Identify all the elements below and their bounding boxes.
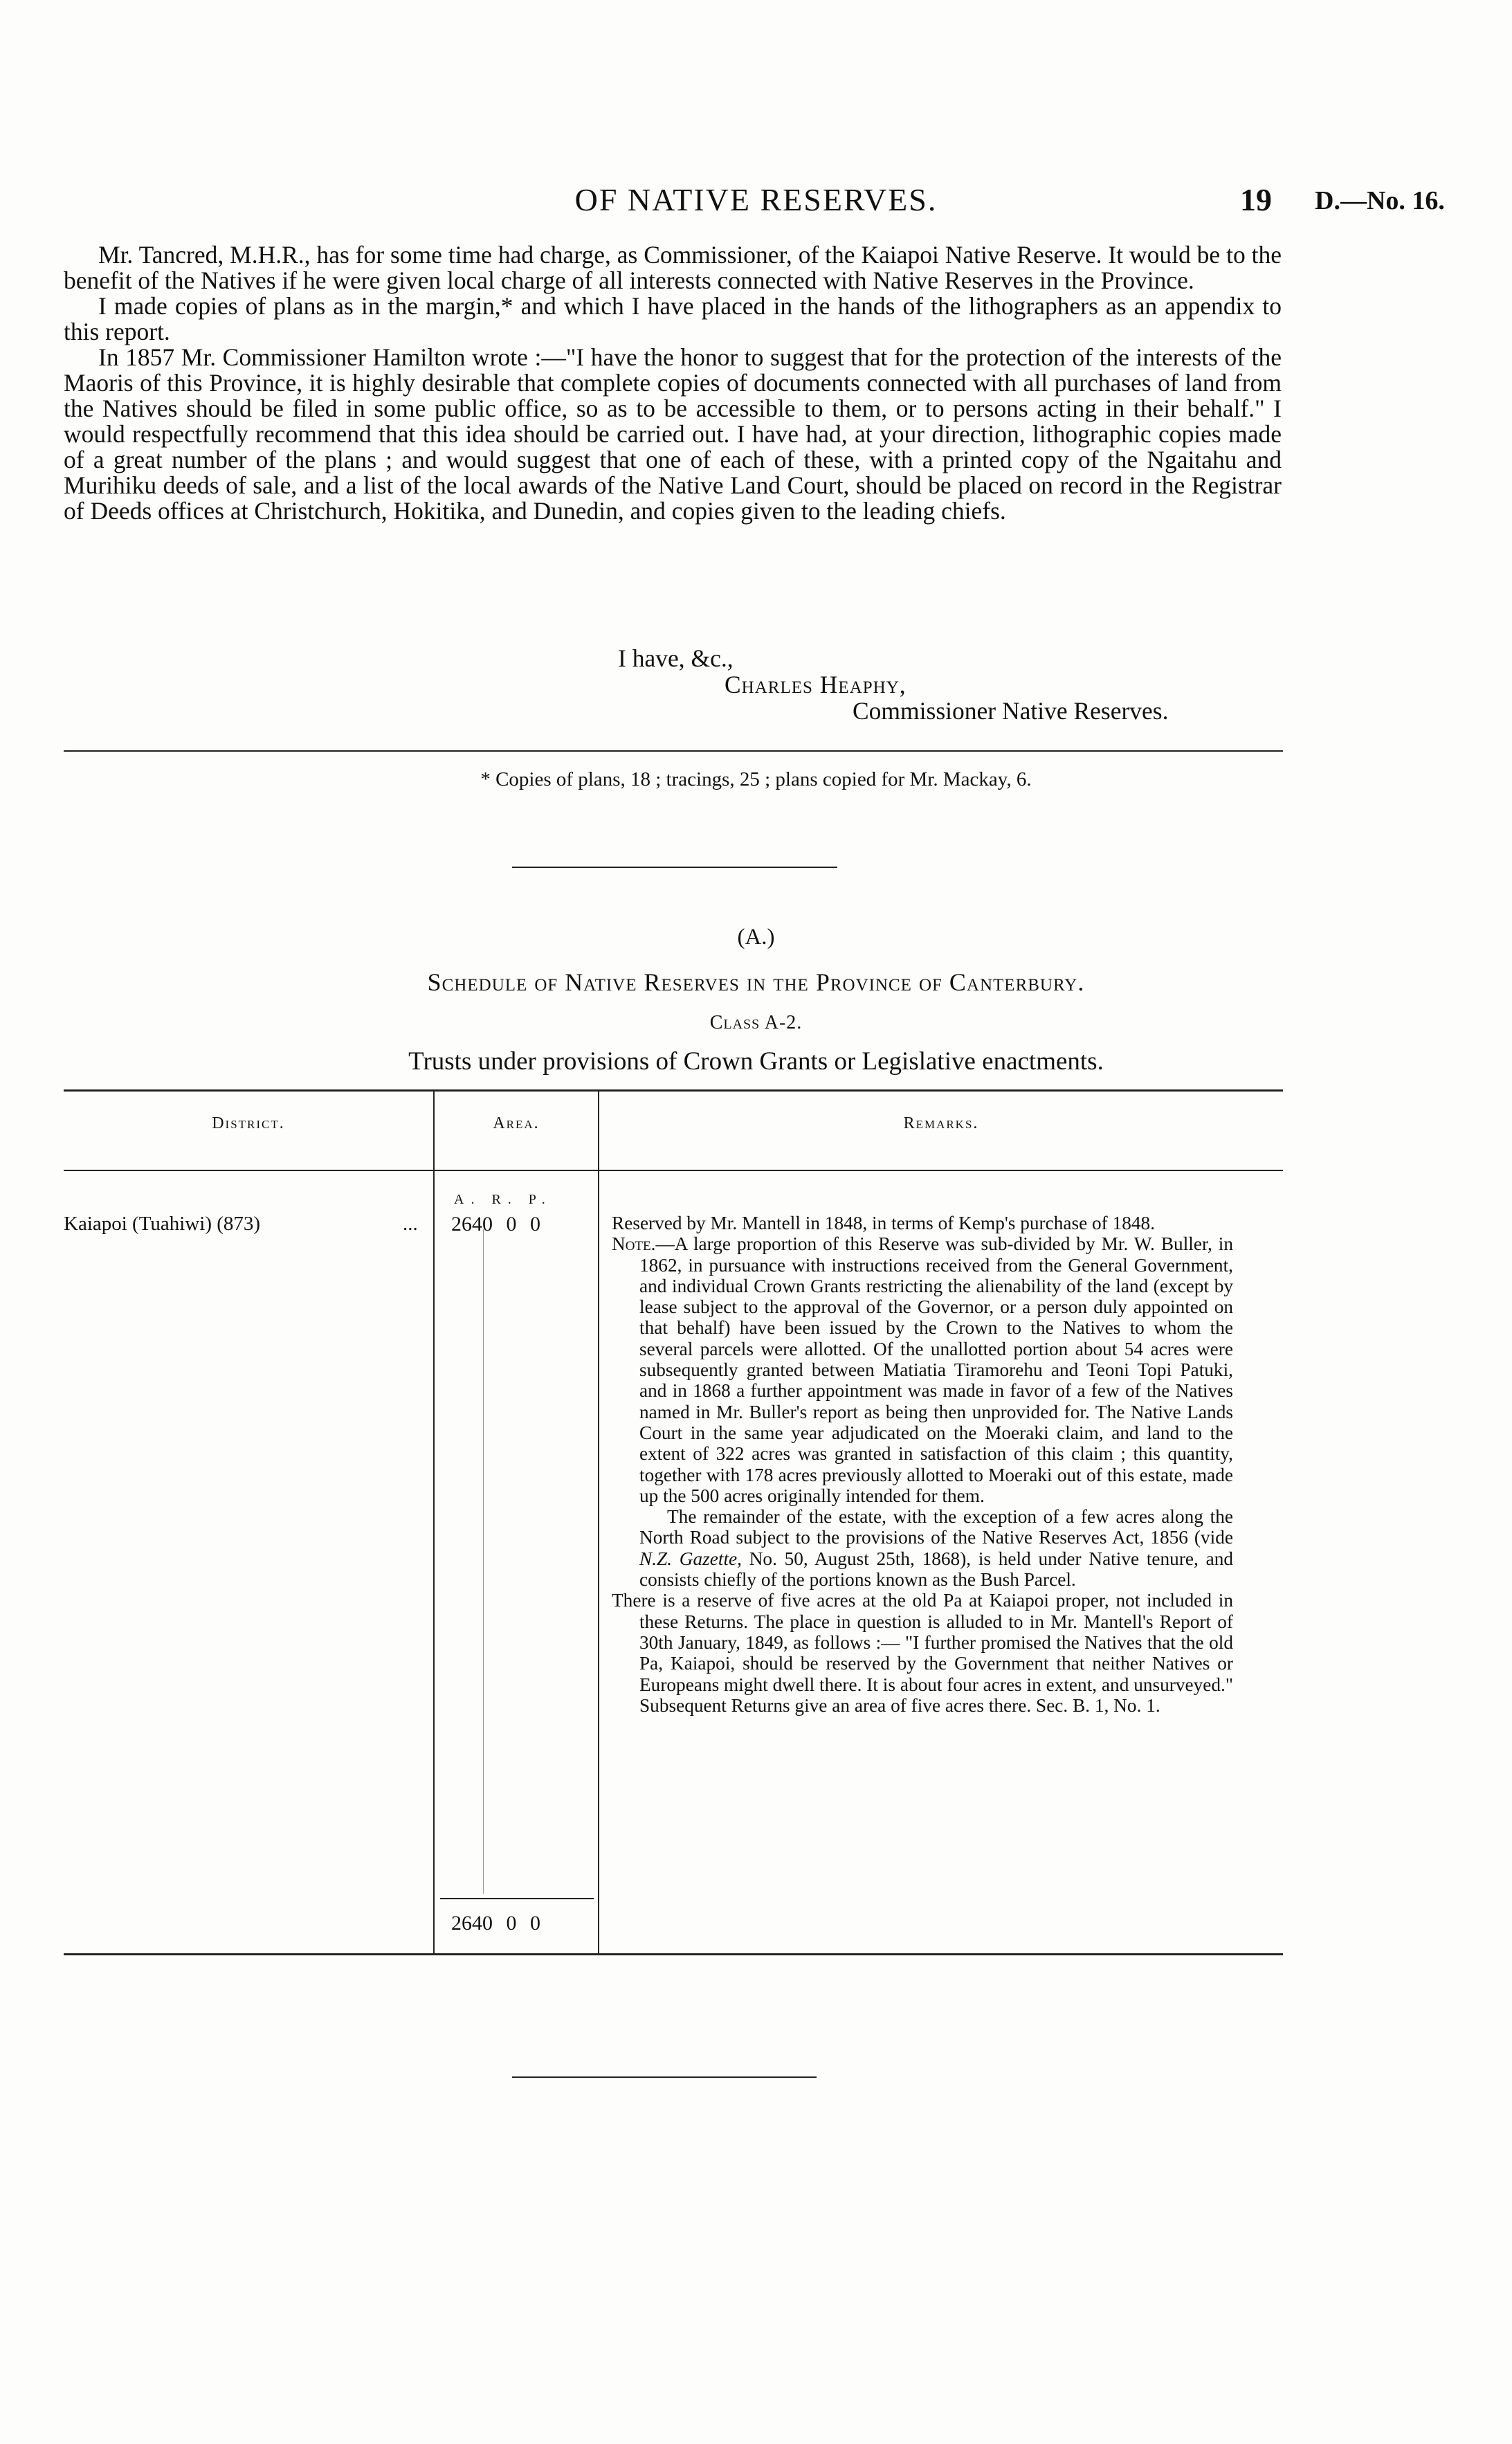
letter-paragraph: Mr. Tancred, M.H.R., has for some time had charge, as Commissioner, of the Kaiapoi Native Reserve. It would be to the benefit of the Natives if he were given local charge of all interests connected with Native Reserves in the Province. <box>64 241 1282 294</box>
divider-rule <box>64 750 1283 752</box>
signatory-position: Commissioner Native Reserves. <box>853 697 1169 725</box>
signature: Charles Heaphy, <box>725 671 907 698</box>
column-header-district: District. <box>212 1114 285 1132</box>
schedule-subtitle: Trusts under provisions of Crown Grants or Legislative enactments. <box>408 1047 1104 1076</box>
schedule-class: Class A-2. <box>709 1012 803 1033</box>
column-divider <box>598 1091 599 1953</box>
letter-paragraph: In 1857 Mr. Commissioner Hamilton wrote :—"I have the honor to suggest that for the protection of the interests of the Maoris of this Province, it is highly desirable that complete copies of documents connected with all purchases of land from the Natives should be filed in some public office, so as to be accessible to them, or to persons acting in their behalf." I would respectfully recommend that this idea should be carried out. I have had, at your direction, lithographic copies made of a great number of the plans ; and would suggest that one of each of these, with a printed copy of the Ngaitahu and Murihiku deeds of sale, and a list of the local awards of the Native Land Court, should be placed on record in the Registrar of Deeds offices at Christchurch, Hokitika, and Dunedin, and copies given to the leading chiefs. <box>64 343 1282 525</box>
letter-paragraph: I made copies of plans as in the margin,* and which I have placed in the hands of the lithographers as an appendix to this report. <box>64 292 1282 345</box>
leader-dots: ... <box>403 1213 418 1235</box>
footnote: * Copies of plans, 18 ; tracings, 25 ; plans copied for Mr. Mackay, 6. <box>480 768 1032 790</box>
table-top-rule <box>64 1089 1283 1092</box>
area-cell: 2640 0 0 <box>451 1213 540 1235</box>
letter-body <box>64 242 1282 524</box>
closing-formula: I have, &c., <box>618 644 734 672</box>
divider-rule <box>512 867 837 868</box>
remainder-text-b: , No. 50, August 25th, 1868), is held under Native tenure, and consists chiefly of the portions known as the Bush Parcel. <box>639 1548 1233 1591</box>
note-label: Note. <box>612 1233 656 1255</box>
sum-rule <box>440 1898 594 1899</box>
column-header-remarks: Remarks. <box>903 1114 979 1132</box>
area-total: 2640 0 0 <box>451 1912 540 1935</box>
column-header-area: Area. <box>493 1114 540 1132</box>
remarks-cell <box>612 1213 1233 1716</box>
remarks-paragraph: Reserved by Mr. Mantell in 1848, in terms of Kemp's purchase of 1848. <box>612 1213 1156 1233</box>
schedule-label: (A.) <box>737 925 775 950</box>
remainder-text-a: The remainder of the estate, with the exception of a few acres along the North Road subject to the provisions of the Native Reserves Act, 1856 (vide <box>639 1506 1233 1548</box>
district-cell: Kaiapoi (Tuahiwi) (873) <box>64 1213 261 1235</box>
column-divider-thin <box>483 1229 484 1894</box>
note-text: —A large proportion of this Reserve was sub-divided by Mr. W. Buller, in 1862, in pursuance with instructions received from the General Government, and individual Crown Grants restricting the alienability of the land (except by lease subject to the approval of the Governor, or a person duly appointed on that behalf) have been issued by the Crown to the Natives to whom the several parcels were allotted. Of the unallotted portion about 54 acres were subsequently granted between Matiatia Tiramorehu and Teoni Topi Patuki, and in 1868 a further appointment was made in favor of a few of the Natives named in Mr. Buller's report as being then unprovided for. The Native Lands Court in the same year adjudicated on the Moeraki claim, and land to the extent of 322 acres was granted in satisfaction of this claim ; this quantity, together with 178 acres previously allotted to Moeraki out of this estate, made up the 500 acres originally intended for them. <box>639 1233 1233 1506</box>
area-units: A. R. P. <box>454 1192 552 1207</box>
page-number: 19 <box>1240 182 1272 217</box>
gazette-title: N.Z. Gazette <box>639 1548 738 1569</box>
column-divider <box>433 1091 435 1953</box>
remarks-paragraph <box>612 1506 1233 1590</box>
table-bottom-rule <box>64 1953 1283 1955</box>
remarks-note <box>612 1233 1233 1506</box>
table-header-rule <box>64 1170 1283 1171</box>
schedule-title: Schedule of Native Reserves in the Province of Canterbury. <box>427 968 1085 996</box>
running-title: OF NATIVE RESERVES. <box>574 182 938 217</box>
document-reference: D.—No. 16. <box>1315 186 1445 215</box>
remarks-paragraph: There is a reserve of five acres at the old Pa at Kaiapoi proper, not included in these Returns. The place in question is alluded to in Mr. Mantell's Report of 30th January, 1849, as follows :— "I further promised the Natives that the old Pa, Kaiapoi, should be reserved by the Government that neither Natives or Europeans might dwell there. It is about four acres in extent, and unsurveyed." Subsequent Returns give an area of five acres there. Sec. B. 1, No. 1. <box>612 1590 1233 1716</box>
divider-rule <box>512 2076 817 2078</box>
